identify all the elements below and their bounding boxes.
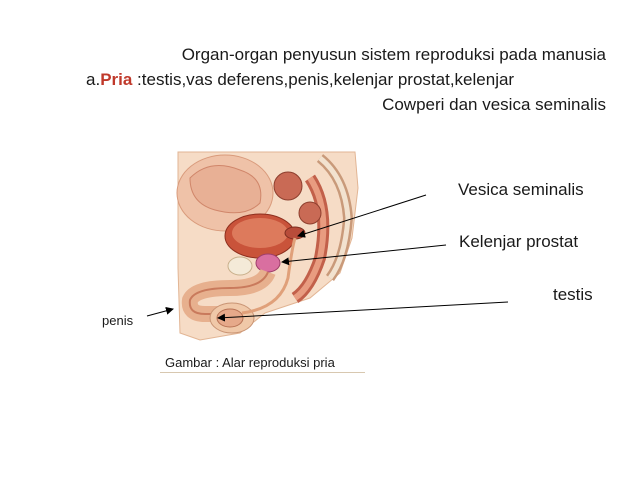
arrow-vesica [298, 195, 426, 236]
arrow-penis [147, 309, 173, 316]
label-kelenjar-prostat: Kelenjar prostat [459, 232, 579, 251]
label-testis: testis [553, 285, 593, 304]
arrow-prostat [282, 245, 446, 262]
title-highlight-pria: Pria [100, 70, 133, 89]
figure-caption: Gambar : Alar reproduksi pria [165, 355, 335, 370]
title-line-1: Organ-organ penyusun sistem reproduksi pada manusia [181, 45, 606, 64]
label-penis: penis [102, 313, 134, 328]
caption-divider [160, 372, 365, 373]
arrow-testis [218, 302, 508, 318]
label-vesica-seminalis: Vesica seminalis [458, 180, 584, 199]
title-prefix: a. [86, 70, 101, 89]
title-line-3: Cowperi dan vesica seminalis [382, 95, 606, 114]
title-organ-list: :testis,vas deferens,penis,kelenjar prostat,kelenjar [132, 70, 515, 89]
